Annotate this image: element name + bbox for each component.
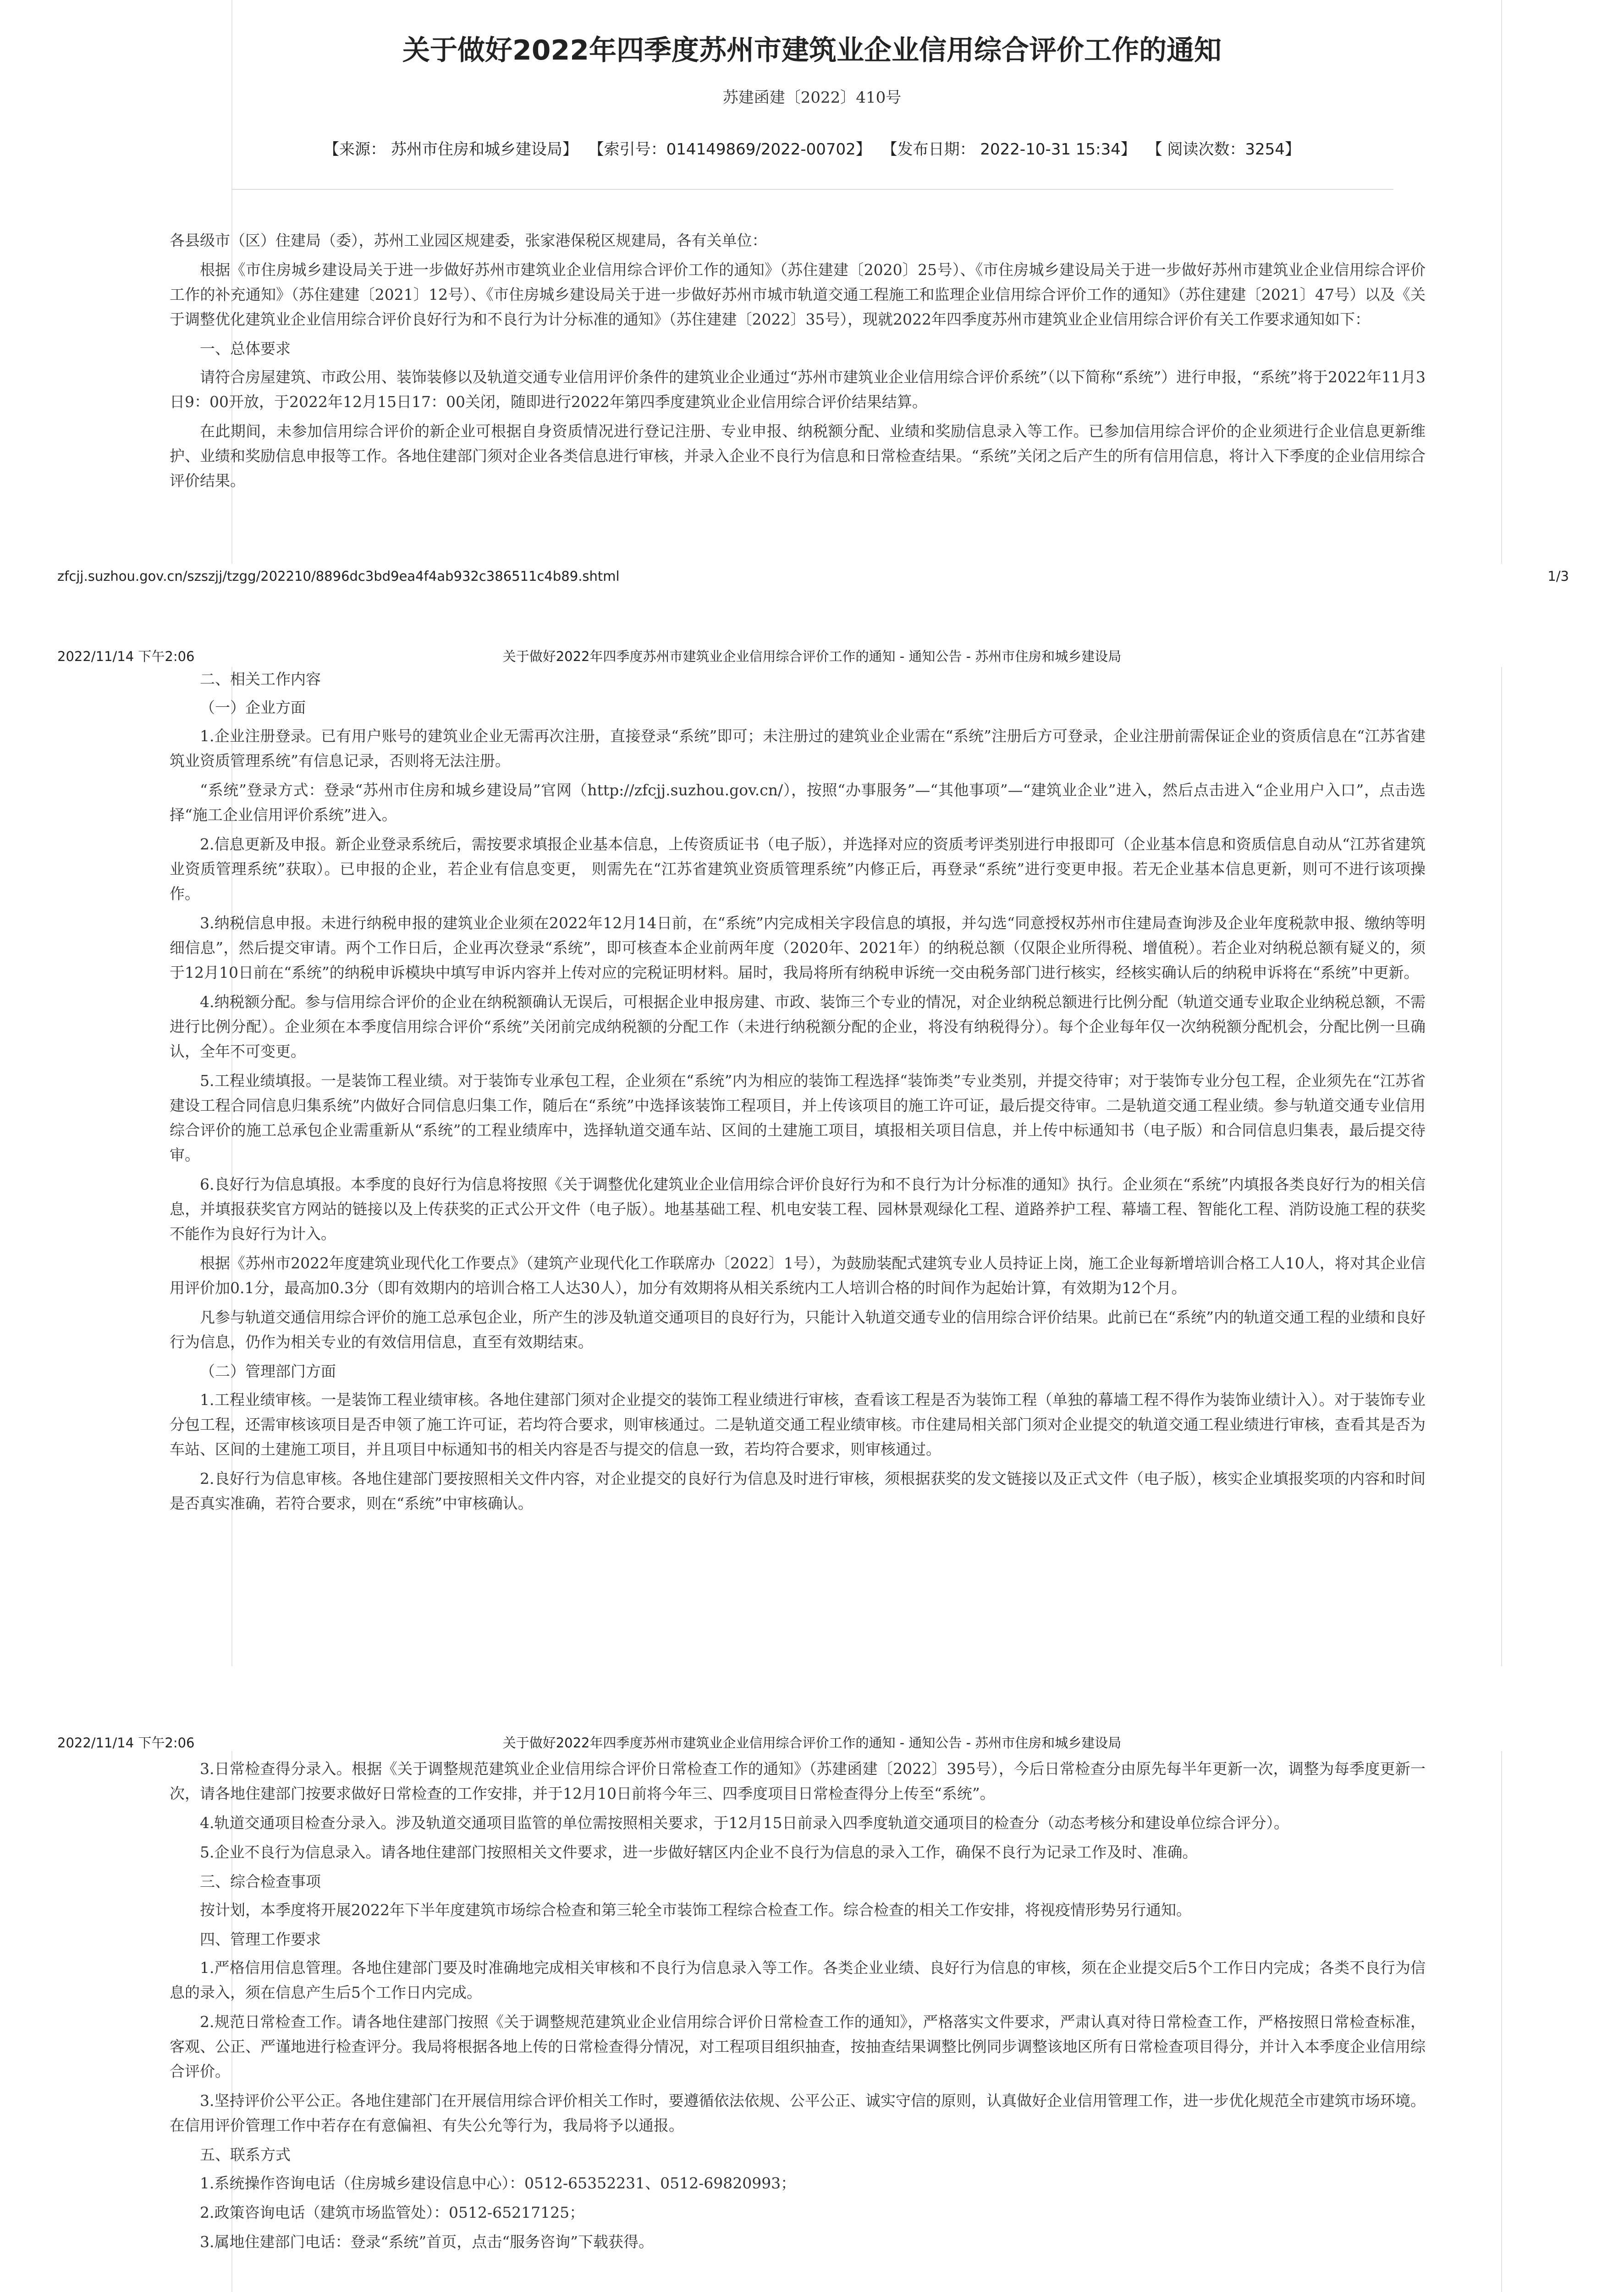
section-heading: 一、总体要求 <box>200 340 291 358</box>
print-title: 关于做好2022年四季度苏州市建筑业企业信用综合评价工作的通知 - 通知公告 - 苏州市住房和城乡建设局 <box>502 1735 1122 1751</box>
document-title: 关于做好2022年四季度苏州市建筑业企业信用综合评价工作的通知 <box>402 34 1222 66</box>
subsection-heading: （二）管理部门方面 <box>200 1362 336 1380</box>
content-border-right <box>1501 667 1502 1666</box>
paragraph: 5.企业不良行为信息录入。请各地住建部门按照相关文件要求，进一步做好辖区内企业不良行为信息的录入工作，确保不良行为记录工作及时、准确。 <box>200 1843 1198 1861</box>
paragraph: 2.信息更新及申报。新企业登录系统后，需按要求填报企业基本信息，上传资质证书（电子版），并选择对应的资质考评类别进行申报即可（企业基本信息和资质信息自动从“江苏省建筑业资质管理系统”获取）。已申报的企业，若企业有信息变更， 则需先在“江苏省建筑业资质管理系统”内修正后，再登录“系统”进行变更申报。若无企业基本信息更新，则可不进行该项操作。 <box>170 835 1426 903</box>
document-body-3 <box>170 1757 1426 2259</box>
paragraph: 1.工程业绩审核。一是装饰工程业绩审核。各地住建部门须对企业提交的装饰工程业绩进行审核，查看该工程是否为装饰工程（单独的幕墙工程不得作为装饰业绩计入）。对于装饰专业分包工程，还需审核该项目是否申领了施工许可证，若均符合要求，则审核通过。二是轨道交通工程业绩审核。市住建局相关部门须对企业提交的轨道交通工程业绩进行审核，查看其是否为车站、区间的土建施工项目，并且项目中标通知书的相关内容是否与提交的信息一致，若均符合要求，则审核通过。 <box>170 1391 1426 1458</box>
meta-view-count: 【 阅读次数：3254】 <box>1146 140 1300 159</box>
paragraph: 根据《苏州市2022年度建筑业现代化工作要点》（建筑产业现代化工作联席办〔2022〕1号），为鼓励装配式建筑专业人员持证上岗，施工企业每新增培训合格工人10人，将对其企业信用评价加0.1分，最高加0.3分（即有效期内的培训合格工人达30人），加分有效期将从相关系统内工人培训合格的时间作为起始计算，有效期为12个月。 <box>170 1254 1426 1297</box>
paragraph: 2.规范日常检查工作。请各地住建部门按照《关于调整规范建筑业企业信用综合评价日常检查工作的通知》，严格落实文件要求，严肃认真对待日常检查工作，严格按照日常检查标准，客观、公正、严谨地进行检查评分。我局将根据各地上传的日常检查得分情况，对工程项目组织抽查，按抽查结果调整比例同步调整该地区所有日常检查项目得分，并计入本季度企业信用综合评价。 <box>170 2013 1426 2080</box>
document-body-1 <box>170 228 1426 498</box>
document-number: 苏建函建〔2022〕410号 <box>722 88 902 107</box>
contact-line: 1.系统操作咨询电话（住房城乡建设信息中心）：0512-65352231、0512-69820993； <box>200 2174 796 2192</box>
contact-line: 2.政策咨询电话（建筑市场监管处）：0512-65217125； <box>200 2204 585 2221</box>
paragraph: 3.坚持评价公平公正。各地住建部门在开展信用综合评价相关工作时，要遵循依法依规、公平公正、诚实守信的原则，认真做好企业信用管理工作，进一步优化规范全市建筑市场环境。在信用评价管理工作中若存在有意偏袒、有失公允等行为，我局将予以通报。 <box>170 2092 1426 2134</box>
subsection-heading: （一）企业方面 <box>200 699 306 716</box>
meta-index: 【索引号：014149869/2022-00702】 <box>588 140 871 159</box>
document-meta <box>0 137 1624 159</box>
paragraph: 根据《市住房城乡建设局关于进一步做好苏州市建筑业企业信用综合评价工作的通知》（苏住建建〔2020〕25号）、《市住房城乡建设局关于进一步做好苏州市建筑业企业信用综合评价工作的补充通知》（苏住建建〔2021〕12号）、《市住房城乡建设局关于进一步做好苏州市城市轨道交通工程施工和监理企业信用综合评价工作的通知》（苏住建建〔2021〕47号）以及《关于调整优化建筑业企业信用综合评价良好行为和不良行为计分标准的通知》（苏住建建〔2022〕35号），现就2022年四季度苏州市建筑业企业信用综合评价有关工作要求通知如下： <box>170 261 1426 328</box>
paragraph: 3.纳税信息申报。未进行纳税申报的建筑业企业须在2022年12月14日前，在“系统”内完成相关字段信息的填报，并勾选“同意授权苏州市住建局查询涉及企业年度税款申报、缴纳等明细信息”，然后提交审请。两个工作日后，企业再次登录“系统”，即可核查本企业前两年度（2020年、2021年）的纳税总额（仅限企业所得税、增值税）。若企业对纳税总额有疑义的，须于12月10日前在“系统”的纳税申诉模块中填写申诉内容并上传对应的完税证明材料。届时，我局将所有纳税申诉统一交由税务部门进行核实，经核实确认后的纳税申诉将在“系统”中更新。 <box>170 914 1426 981</box>
section-heading: 五、联系方式 <box>200 2146 291 2164</box>
page-url: zfcjj.suzhou.gov.cn/szszjj/tzgg/202210/8896dc3bd9ea4f4ab932c386511c4b89.shtml <box>57 568 620 584</box>
paragraph: 6.良好行为信息填报。本季度的良好行为信息将按照《关于调整优化建筑业企业信用综合评价良好行为和不良行为计分标准的通知》执行。企业须在“系统”内填报各类良好行为的相关信息，并填报获奖官方网站的链接以及上传获奖的正式公开文件（电子版）。地基基础工程、机电安装工程、园林景观绿化工程、道路养护工程、幕墙工程、智能化工程、消防设施工程的获奖不能作为良好行为计入。 <box>170 1175 1426 1243</box>
contact-line: 3.属地住建部门电话：登录“系统”首页，点击“服务咨询”下载获得。 <box>200 2233 654 2251</box>
paragraph: 请符合房屋建筑、市政公用、装饰装修以及轨道交通专业信用评价条件的建筑业企业通过“苏州市建筑业企业信用综合评价系统”（以下简称“系统”）进行申报，“系统”将于2022年11月3日9：00开放，于2022年12月15日17：00关闭，随即进行2022年第四季度建筑业企业信用综合评价结果结算。 <box>170 368 1426 411</box>
paragraph: 1.严格信用信息管理。各地住建部门要及时准确地完成相关审核和不良行为信息录入等工作。各类企业业绩、良好行为信息的审核，须在企业提交后5个工作日内完成；各类不良行为信息的录入，须在信息产生后5个工作日内完成。 <box>170 1959 1426 2001</box>
section-heading: 二、相关工作内容 <box>200 670 321 688</box>
salutation: 各县级市（区）住建局（委），苏州工业园区规建委，张家港保税区规建局，各有关单位： <box>170 231 767 249</box>
section-heading: 三、综合检查事项 <box>200 1873 321 1890</box>
print-title: 关于做好2022年四季度苏州市建筑业企业信用综合评价工作的通知 - 通知公告 - 苏州市住房和城乡建设局 <box>502 649 1122 664</box>
paragraph: 凡参与轨道交通信用综合评价的施工总承包企业，所产生的涉及轨道交通项目的良好行为，只能计入轨道交通专业的信用综合评价结果。此前已在“系统”内的轨道交通工程的业绩和良好行为信息，仍作为相关专业的有效信用信息，直至有效期结束。 <box>170 1308 1426 1351</box>
section-heading: 四、管理工作要求 <box>200 1930 321 1948</box>
paragraph: 5.工程业绩填报。一是装饰工程业绩。对于装饰专业承包工程，企业须在“系统”内为相应的装饰工程选择“装饰类”专业类别，并提交待审；对于装饰专业分包工程，企业须先在“江苏省建设工程合同信息归集系统”内做好合同信息归集工作，随后在“系统”中选择该装饰工程项目，并上传该项目的施工许可证，最后提交待审。二是轨道交通工程业绩。参与轨道交通专业信用综合评价的施工总承包企业需重新从“系统”的工程业绩库中，选择轨道交通车站、区间的土建施工项目，填报相关项目信息，并上传中标通知书（电子版）和合同信息归集表，最后提交待审。 <box>170 1072 1426 1164</box>
print-date: 2022/11/14 下午2:06 <box>57 649 195 664</box>
title-divider <box>231 189 1393 190</box>
content-border-right <box>1501 0 1502 564</box>
print-date: 2022/11/14 下午2:06 <box>57 1735 195 1751</box>
meta-source: 【来源： 苏州市住房和城乡建设局】 <box>324 140 578 159</box>
document-body-2 <box>170 667 1426 1521</box>
meta-publish-date: 【发布日期： 2022-10-31 15:34】 <box>881 140 1136 159</box>
page-number: 1/3 <box>1547 568 1569 584</box>
paragraph: 4.纳税额分配。参与信用综合评价的企业在纳税额确认无误后，可根据企业申报房建、市政、装饰三个专业的情况，对企业纳税总额进行比例分配（轨道交通专业取企业纳税总额，不需进行比例分配）。企业须在本季度信用综合评价“系统”关闭前完成纳税额的分配工作（未进行纳税额分配的企业，将没有纳税得分）。每个企业每年仅一次纳税额分配机会，分配比例一旦确认，全年不可变更。 <box>170 993 1426 1060</box>
paragraph: 2.良好行为信息审核。各地住建部门要按照相关文件内容，对企业提交的良好行为信息及时进行审核，须根据获奖的发文链接以及正式文件（电子版），核实企业填报奖项的内容和时间是否真实准确，若符合要求，则在“系统”中审核确认。 <box>170 1470 1426 1512</box>
paragraph: 4.轨道交通项目检查分录入。涉及轨道交通项目监管的单位需按照相关要求，于12月15日前录入四季度轨道交通项目的检查分（动态考核分和建设单位综合评分）。 <box>200 1814 1289 1832</box>
document-page-3 <box>0 1682 1624 2292</box>
document-page-1 <box>0 0 1624 612</box>
document-page-2 <box>0 612 1624 1682</box>
paragraph: 在此期间，未参加信用综合评价的新企业可根据自身资质情况进行登记注册、专业申报、纳税额分配、业绩和奖励信息录入等工作。已参加信用综合评价的企业须进行企业信息更新维护、业绩和奖励信息申报等工作。各地住建部门须对企业各类信息进行审核，并录入企业不良行为信息和日常检查结果。“系统”关闭之后产生的所有信用信息，将计入下季度的企业信用综合评价结果。 <box>170 422 1426 490</box>
paragraph: 按计划，本季度将开展2022年下半年度建筑市场综合检查和第三轮全市装饰工程综合检查工作。综合检查的相关工作安排，将视疫情形势另行通知。 <box>200 1901 1191 1919</box>
paragraph: 1.企业注册登录。已有用户账号的建筑业企业无需再次注册，直接登录“系统”即可；未注册过的建筑业企业需在“系统”注册后方可登录，企业注册前需保证企业的资质信息在“江苏省建筑业资质管理系统”有信息记录，否则将无法注册。 <box>170 727 1426 770</box>
content-border-right <box>1501 1751 1502 2292</box>
paragraph: 3.日常检查得分录入。根据《关于调整规范建筑业企业信用综合评价日常检查工作的通知》（苏建函建〔2022〕395号），今后日常检查分由原先每半年更新一次，调整为每季度更新一次，请各地住建部门按要求做好日常检查的工作安排，并于12月10日前将今年三、四季度项目日常检查得分上传至“系统”。 <box>170 1760 1426 1802</box>
paragraph: “系统”登录方式：登录“苏州市住房和城乡建设局”官网（http://zfcjj.suzhou.gov.cn/），按照“办事服务”—“其他事项”—“建筑业企业”进入，然后点击进入“企业用户入口”，点击选择“施工企业信用评价系统”进入。 <box>170 781 1426 824</box>
